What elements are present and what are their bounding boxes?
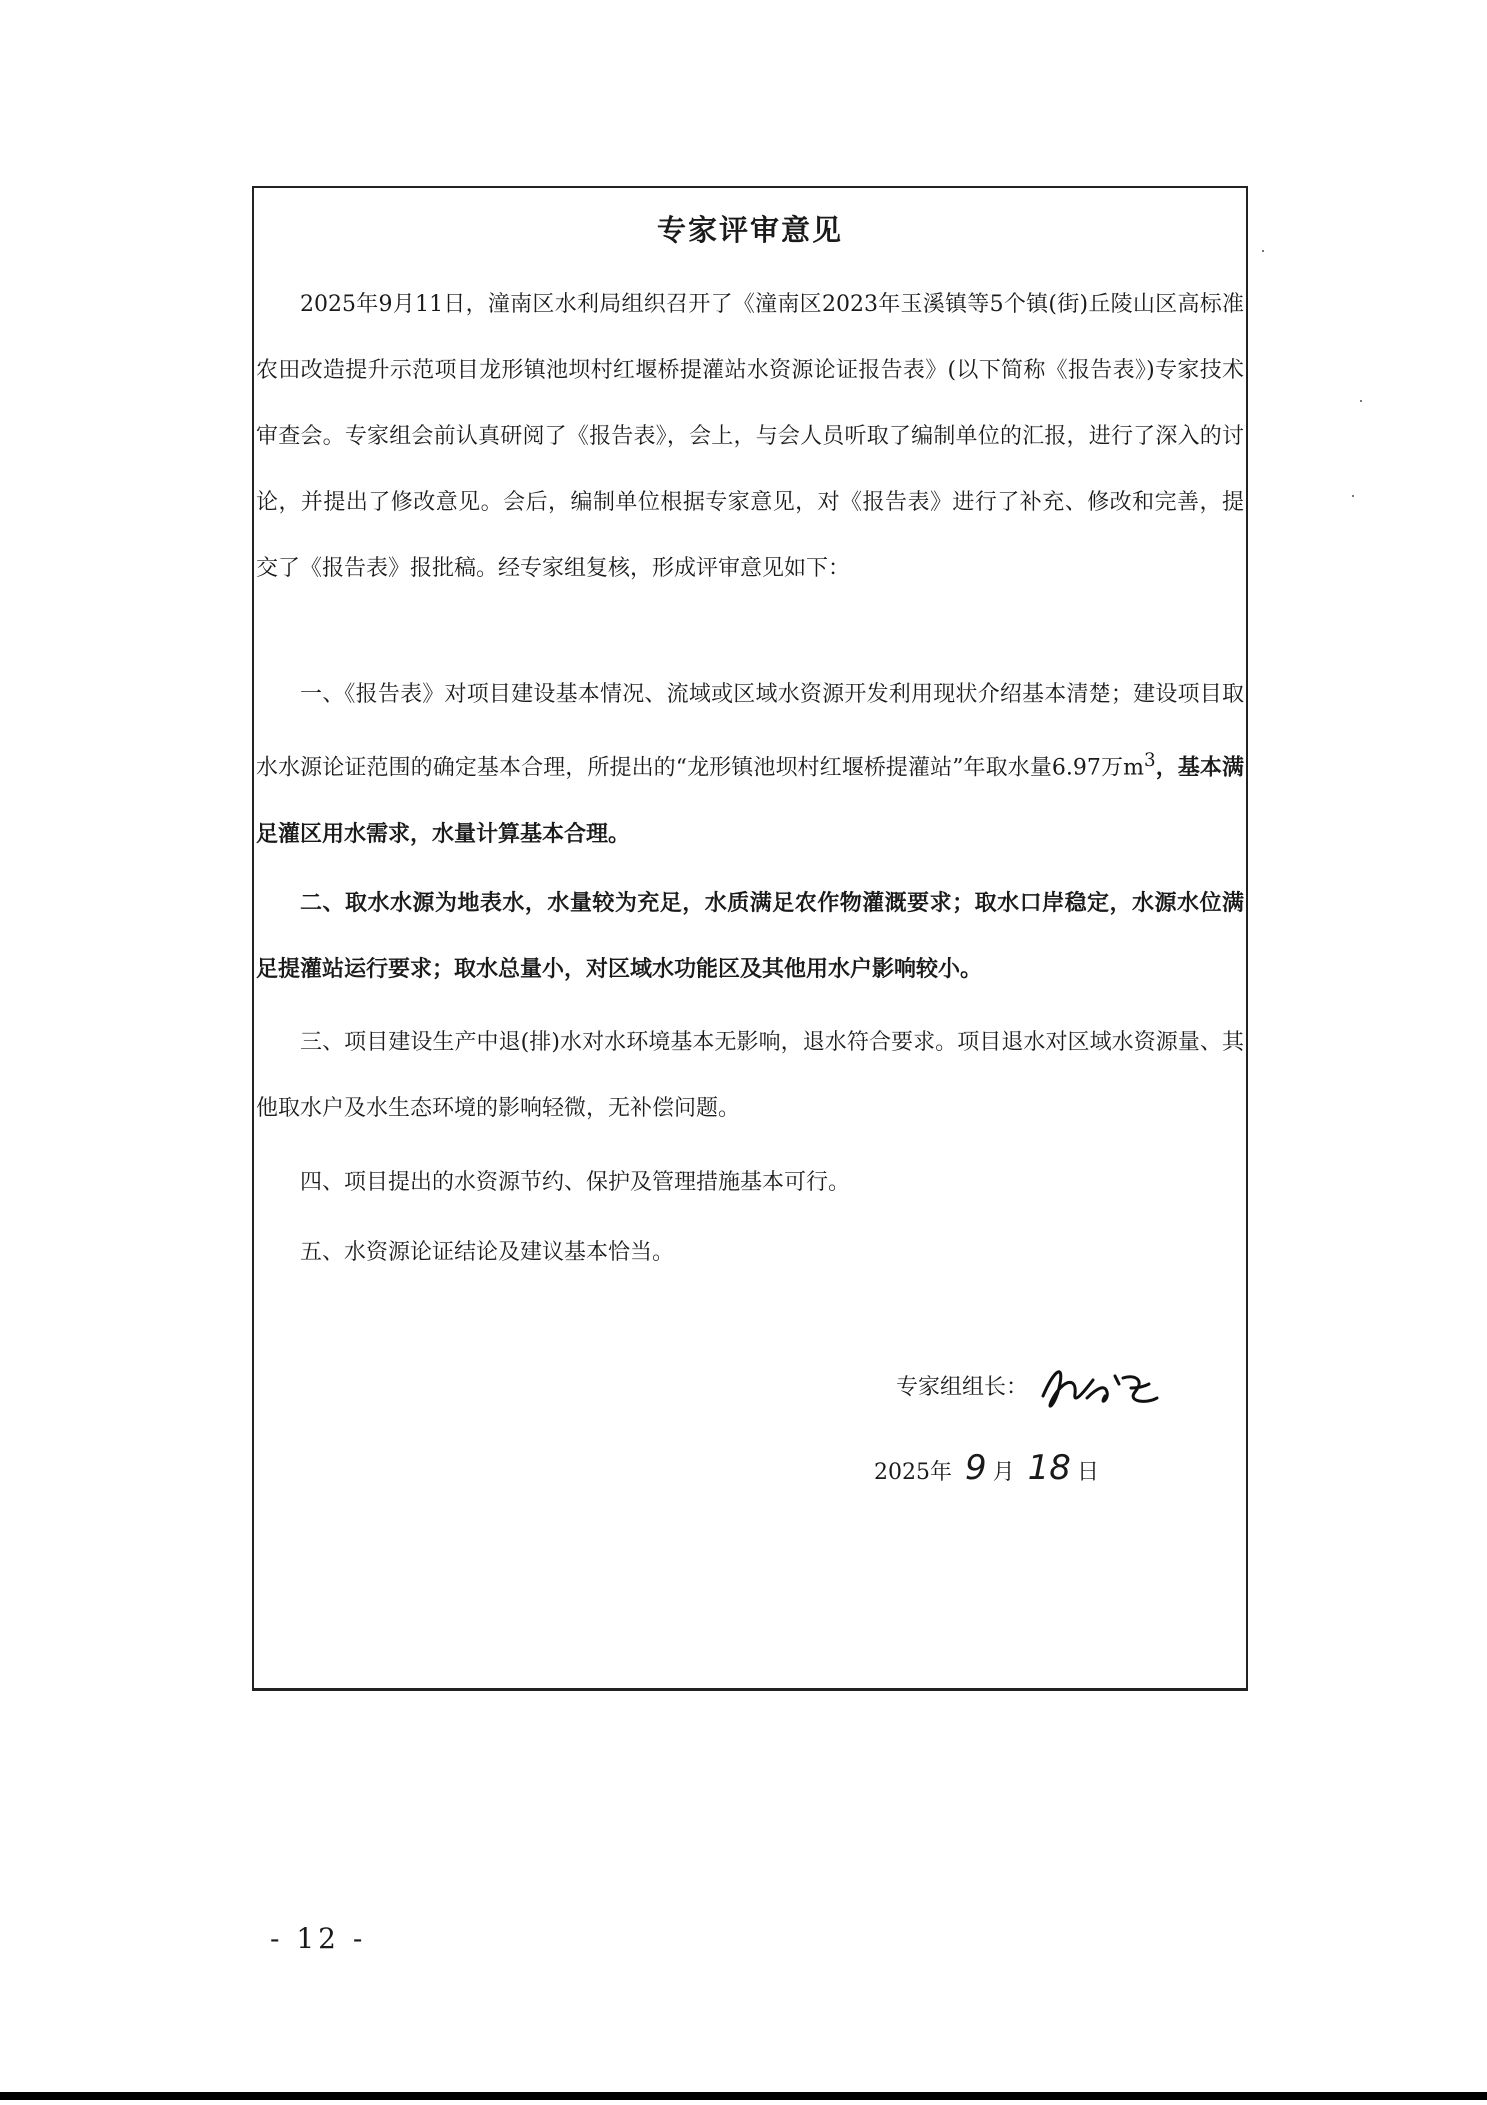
opinion-item-1-tail: ，基本满足灌区用水需求，水量计算基本合理。 [256,754,1244,848]
scan-speck [1360,400,1362,402]
date-year: 2025 [874,1460,930,1485]
date-day: 18 [1027,1448,1071,1488]
date-year-unit: 年 [930,1460,953,1485]
opinion-item-5: 五、水资源论证结论及建议基本恰当。 [300,1240,675,1265]
date-day-unit: 日 [1076,1460,1099,1485]
bottom-rule [0,2092,1487,2100]
date-month-unit: 月 [992,1460,1015,1485]
date-month: 9 [965,1448,987,1488]
signature-line [896,1358,1165,1418]
opinion-item-2: 二、取水水源为地表水，水量较为充足，水质满足农作物灌溉要求；取水口岸稳定，水源水位满足提灌站运行要求；取水总量小，对区域水功能区及其他用水户影响较小。 [256,890,1244,982]
document-title: 专家评审意见 [656,213,843,247]
scan-speck [1352,495,1354,497]
unit-superscript: 3 [1143,750,1156,771]
opinion-item-1 [256,662,1244,868]
opinion-item-1-text: 一、《报告表》对项目建设基本情况、流域或区域水资源开发利用现状介绍基本清楚；建设项目取水水源论证范围的确定基本合理，所提出的“龙形镇池坝村红堰桥提灌站”年取水量6.97万m [256,682,1244,781]
review-opinion-box [252,186,1248,1691]
intro-paragraph: 2025年9月11日，潼南区水利局组织召开了《潼南区2023年玉溪镇等5个镇(街)丘陵山区高标准农田改造提升示范项目龙形镇池坝村红堰桥提灌站水资源论证报告表》(以下简称《报告表》)专家技术审查会。专家组会前认真研阅了《报告表》，会上，与会人员听取了编制单位的汇报，进行了深入的讨论，并提出了修改意见。会后，编制单位根据专家意见，对《报告表》进行了补充、修改和完善，提交了《报告表》报批稿。经专家组复核，形成评审意见如下： [256,292,1244,581]
signature-label: 专家组组长： [896,1375,1029,1400]
page-number: - 12 - [270,1922,367,1955]
handwritten-signature-icon [1035,1358,1165,1418]
opinion-item-3: 三、项目建设生产中退(排)水对水环境基本无影响，退水符合要求。项目退水对区域水资源量、其他取水户及水生态环境的影响轻微，无补偿问题。 [256,1030,1244,1121]
signature-date [874,1448,1099,1488]
opinion-item-4: 四、项目提出的水资源节约、保护及管理措施基本可行。 [300,1170,851,1195]
scan-speck [1262,250,1264,252]
